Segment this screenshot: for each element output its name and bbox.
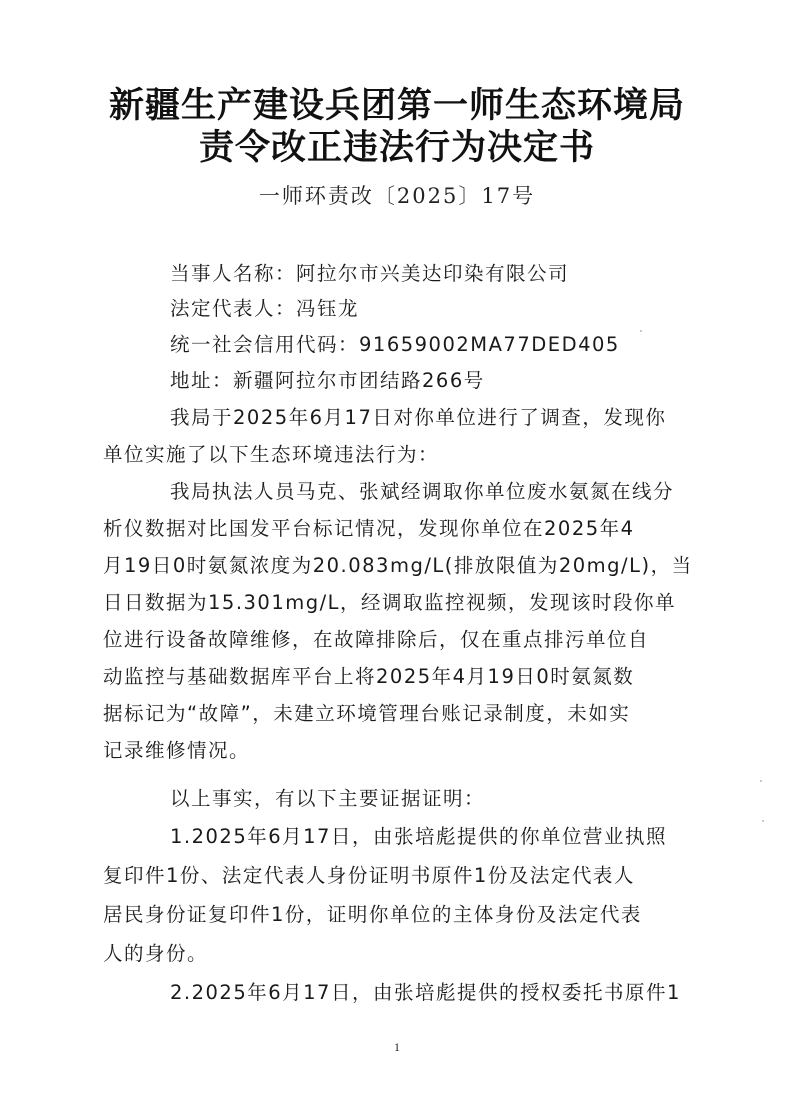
document-title-line2: 责令改正违法行为决定书 — [198, 127, 595, 168]
body-line: 记录维修情况。 — [103, 739, 251, 762]
address: 地址：新疆阿拉尔市团结路266号 — [170, 369, 485, 392]
credit-code: 统一社会信用代码：91659002MA77DED405 — [170, 333, 620, 356]
body-line: 复印件1份、法定代表人身份证明书原件1份及法定代表人 — [103, 864, 635, 887]
body-line: 我局于2025年6月17日对你单位进行了调查，发现你 — [170, 406, 667, 429]
body-line: 以上事实，有以下主要证据证明： — [170, 787, 486, 810]
page-number: 1 — [394, 1040, 400, 1054]
body-line: 单位实施了以下生态环境违法行为： — [103, 443, 440, 466]
party-name: 当事人名称：阿拉尔市兴美达印染有限公司 — [170, 262, 570, 285]
body-line: 2.2025年6月17日，由张培彪提供的授权委托书原件1 — [170, 981, 681, 1004]
body-line: 据标记为“故障”，未建立环境管理台账记录制度，未如实 — [103, 702, 631, 725]
body-line: 动监控与基础数据库平台上将2025年4月19日0时氨氮数 — [103, 665, 635, 688]
body-line: 析仪数据对比国发平台标记情况，发现你单位在2025年4 — [103, 517, 635, 540]
scan-speck — [760, 780, 762, 782]
document-number: 一师环责改〔2025〕17号 — [258, 184, 536, 208]
scan-speck — [762, 820, 764, 822]
document-title-line1: 新疆生产建设兵团第一师生态环境局 — [108, 85, 685, 126]
body-line: 月19日0时氨氮浓度为20.083mg/L(排放限值为20mg/L)，当 — [103, 554, 693, 577]
body-line: 位进行设备故障维修，在故障排除后，仅在重点排污单位自 — [103, 628, 650, 651]
body-line: 我局执法人员马克、张斌经调取你单位废水氨氮在线分 — [170, 480, 675, 503]
body-line: 居民身份证复印件1份，证明你单位的主体身份及法定代表 — [103, 903, 642, 926]
body-line: 1.2025年6月17日，由张培彪提供的你单位营业执照 — [170, 825, 667, 848]
body-line: 人的身份。 — [103, 942, 209, 965]
scan-speck — [640, 330, 642, 332]
legal-representative: 法定代表人：冯钰龙 — [170, 297, 360, 320]
body-line: 日日数据为15.301mg/L，经调取监控视频，发现该时段你单 — [103, 591, 677, 614]
